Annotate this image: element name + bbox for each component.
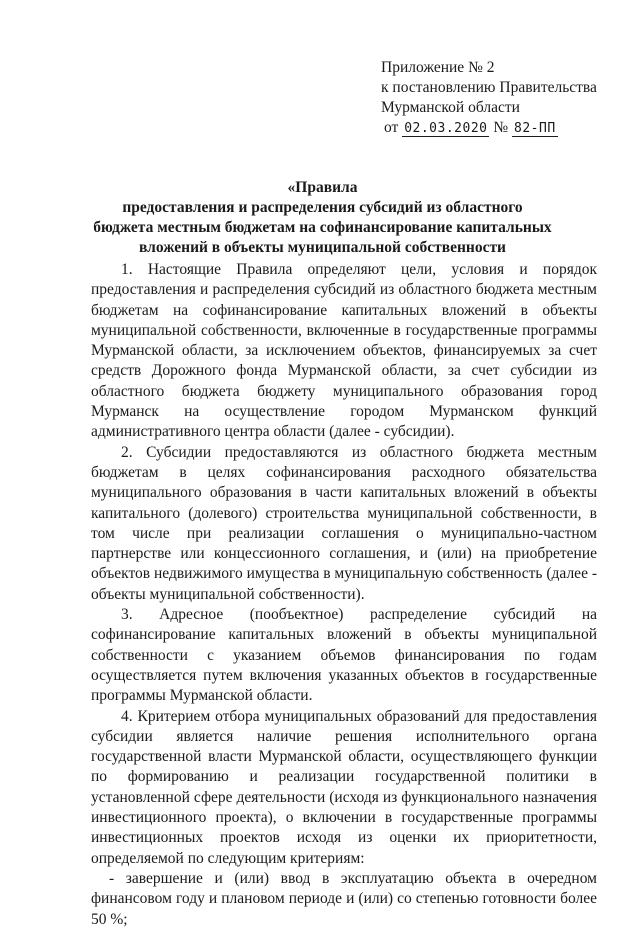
date-prefix: от xyxy=(384,119,399,136)
title-line-3: бюджета местным бюджетам на софинансирование капитальных xyxy=(93,219,552,236)
criteria-bullet: - завершение и (или) ввод в эксплуатацию объекта в очередном финансовом году и плановом периоде и (или) со степенью готовности более 50 %; xyxy=(91,869,597,928)
appendix-date-line xyxy=(384,118,597,139)
title-line-4: вложений в объекты муниципальной собственности xyxy=(139,239,506,256)
document-body xyxy=(91,260,597,930)
paragraph-2: 2. Субсидии предоставляются из областного бюджета местным бюджетам в целях софинансирования расходного обязательства муниципального образования в части капитальных вложений в объекты капитального (долевого) строительства муниципальной собственности, в том числе при реализации соглашения о муниципально-частном партнерстве или концессионного соглашения, и (или) на приобретение объектов недвижимого имущества в муниципальную собственность (далее - объекты муниципальной собственности). xyxy=(91,443,597,603)
number-prefix: № xyxy=(493,119,509,136)
resolution-date: 02.03.2020 xyxy=(404,121,488,136)
appendix-region: Мурманской области xyxy=(381,99,520,116)
resolution-number: 82-ПП xyxy=(514,121,556,136)
document-title xyxy=(90,178,555,258)
appendix-resolution: к постановлению Правительства xyxy=(381,79,597,96)
paragraph-3: 3. Адресное (пообъектное) распределение субсидий на софинансирование капитальных вложений в объекты муниципальной собственности с указанием объемов финансирования по годам осуществляется путем включения указанных объектов в государственные программы Мурманской области. xyxy=(91,606,597,705)
appendix-label: Приложение № 2 xyxy=(381,59,495,76)
title-line-2: предоставления и распределения субсидий из областного xyxy=(122,199,523,216)
appendix-header xyxy=(381,58,597,139)
paragraph-1: 1. Настоящие Правила определяют цели, условия и порядок предоставления и распределения субсидий из областного бюджета местным бюджетам на софинансирование капитальных вложений в объекты муниципальной собственности, включенные в государственные программы Мурманской области, за исключением объектов, финансируемых за счет средств Дорожного фонда Мурманской области, за счет субсидии из областного бюджета бюджету муниципального образования город Мурманск на осуществление городом Мурманском функций административного центра области (далее - субсидии). xyxy=(91,261,597,441)
title-line-1: «Правила xyxy=(287,179,358,196)
paragraph-4: 4. Критерием отбора муниципальных образований для предоставления субсидии является наличие решения исполнительного органа государственной власти Мурманской области, осуществляющего функции по формированию и реализации государственной политики в установленной сфере деятельности (исходя из функционального назначения инвестиционного проекта), о включении в государственные программы инвестиционных проектов исходя из оценки их приоритетности, определяемой по следующим критериям: xyxy=(91,707,597,867)
